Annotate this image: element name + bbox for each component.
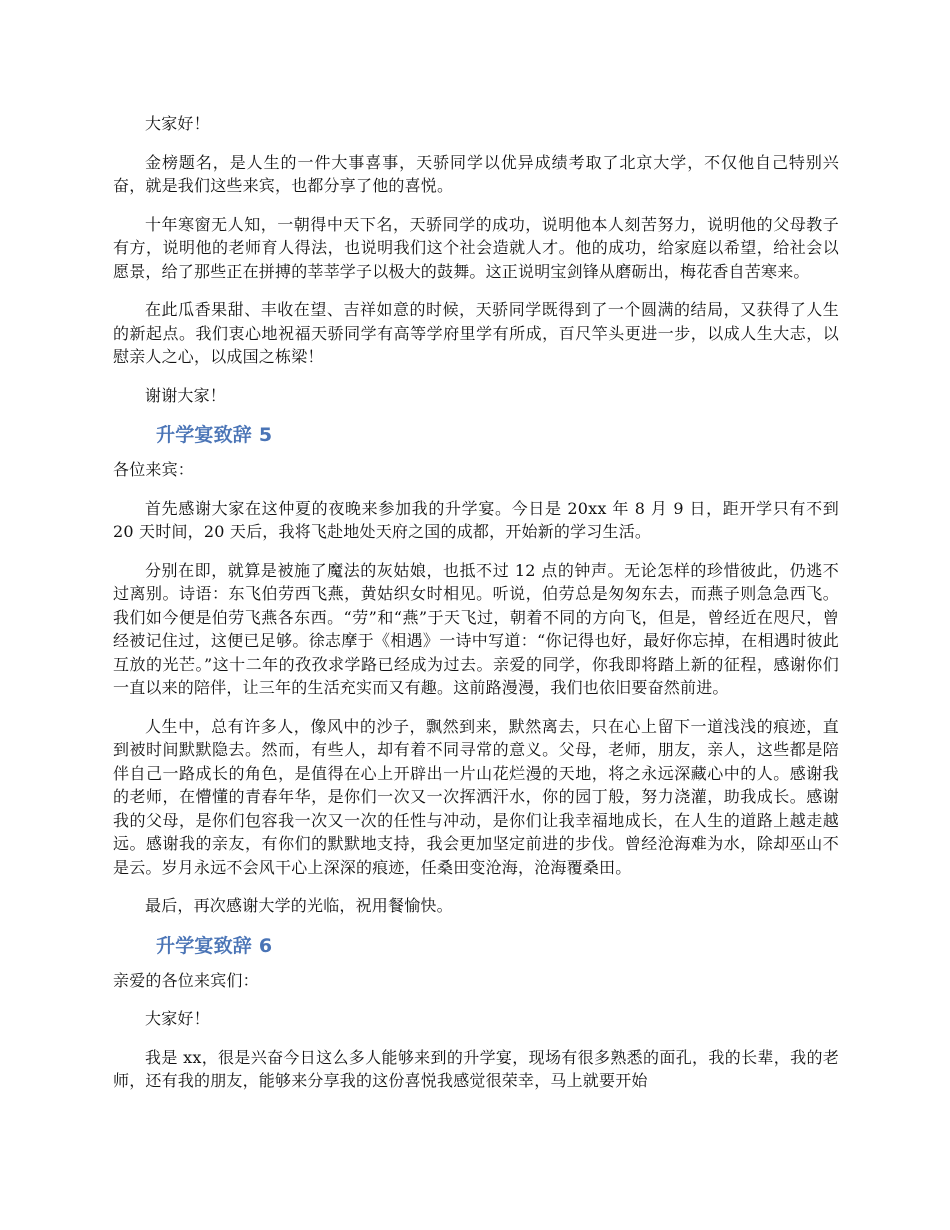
greeting: 大家好！ (145, 1009, 210, 1028)
salutation: 各位来宾： (113, 460, 195, 479)
section-6-heading: 升学宴致辞 6 (156, 934, 273, 957)
greeting: 大家好！ (145, 114, 210, 133)
paragraph: 我是 xx，很是兴奋今日这么多人能够来到的升学宴，现场有很多熟悉的面孔，我的长辈，我的老师，还有我的朋友，能够来分享我的这份喜悦我感觉很荣幸，马上就要开始 (113, 1047, 839, 1090)
section-5-heading: 升学宴致辞 5 (156, 424, 273, 446)
salutation: 亲爱的各位来宾们： (113, 970, 259, 990)
paragraph: 在此瓜香果甜、丰收在望、吉祥如意的时候，天骄同学既得到了一个圆满的结局，又获得了人生的新起点。我们衷心地祝福天骄同学有高等学府里学有所成，百尺竿头更进一步，以成人生大志，以慰亲人之心，以成国之栋梁！ (113, 300, 839, 366)
document-page (113, 112, 839, 1108)
paragraph: 金榜题名，是人生的一件大事喜事，天骄同学以优异成绩考取了北京大学，不仅他自己特别兴奋，就是我们这些来宾，也都分享了他的喜悦。 (113, 152, 839, 195)
closing: 谢谢大家！ (145, 385, 227, 405)
paragraph: 十年寒窗无人知，一朝得中天下名，天骄同学的成功，说明他本人刻苦努力，说明他的父母教子有方，说明他的老师育人得法，也说明我们这个社会造就人才。他的成功，给家庭以希望，给社会以愿景，给了那些正在拼搏的莘莘学子以极大的鼓舞。这正说明宝剑锋从磨砺出，梅花香自苦寒来。 (113, 214, 839, 281)
paragraph: 分别在即，就算是被施了魔法的灰姑娘，也抵不过 12 点的钟声。无论怎样的珍惜彼此，仍逃不过离别。诗语：东飞伯劳西飞燕，黄姑织女时相见。听说，伯劳总是匆匆东去，而燕子则急急西飞。我们如今便是伯劳飞燕各东西。“劳”和“燕”于天飞过，朝着不同的方向飞，但是，曾经近在咫尺，曾经被记住过，这便已足够。徐志摩于《相遇》一诗中写道：“你记得也好，最好你忘掉，在相遇时彼此互放的光芒。”这十二年的孜孜求学路已经成为过去。亲爱的同学，你我即将踏上新的征程，感谢你们一直以来的陪伴，让三年的生活充实而又有趣。这前路漫漫，我们也依旧要奋然前进。 (113, 560, 839, 697)
paragraph: 人生中，总有许多人，像风中的沙子，飘然到来，默然离去，只在心上留下一道浅浅的痕迹，直到被时间默默隐去。然而，有些人，却有着不同寻常的意义。父母，老师，朋友，亲人，这些都是陪伴自己一路成长的角色，是值得在心上开辟出一片山花烂漫的天地，将之永远深藏心中的人。感谢我的老师，在懵懂的青春年华，是你们一次又一次挥洒汗水，你的园丁般，努力浇灌，助我成长。感谢我的父母，是你们包容我一次又一次的任性与冲动，是你们让我幸福地成长，在人生的道路上越走越远。感谢我的亲友，有你们的默默地支持，我会更加坚定前进的步伐。曾经沧海难为水，除却巫山不是云。岁月永远不会风干心上深深的痕迹，任桑田变沧海，沧海覆桑田。 (113, 716, 839, 877)
paragraph: 首先感谢大家在这仲夏的夜晚来参加我的升学宴。今日是 20xx 年 8 月 9 日，距开学只有不到 20 天时间，20 天后，我将飞赴地处天府之国的成都，开始新的学习生活。 (113, 498, 839, 541)
paragraph: 最后，再次感谢大学的光临，祝用餐愉快。 (145, 896, 453, 915)
